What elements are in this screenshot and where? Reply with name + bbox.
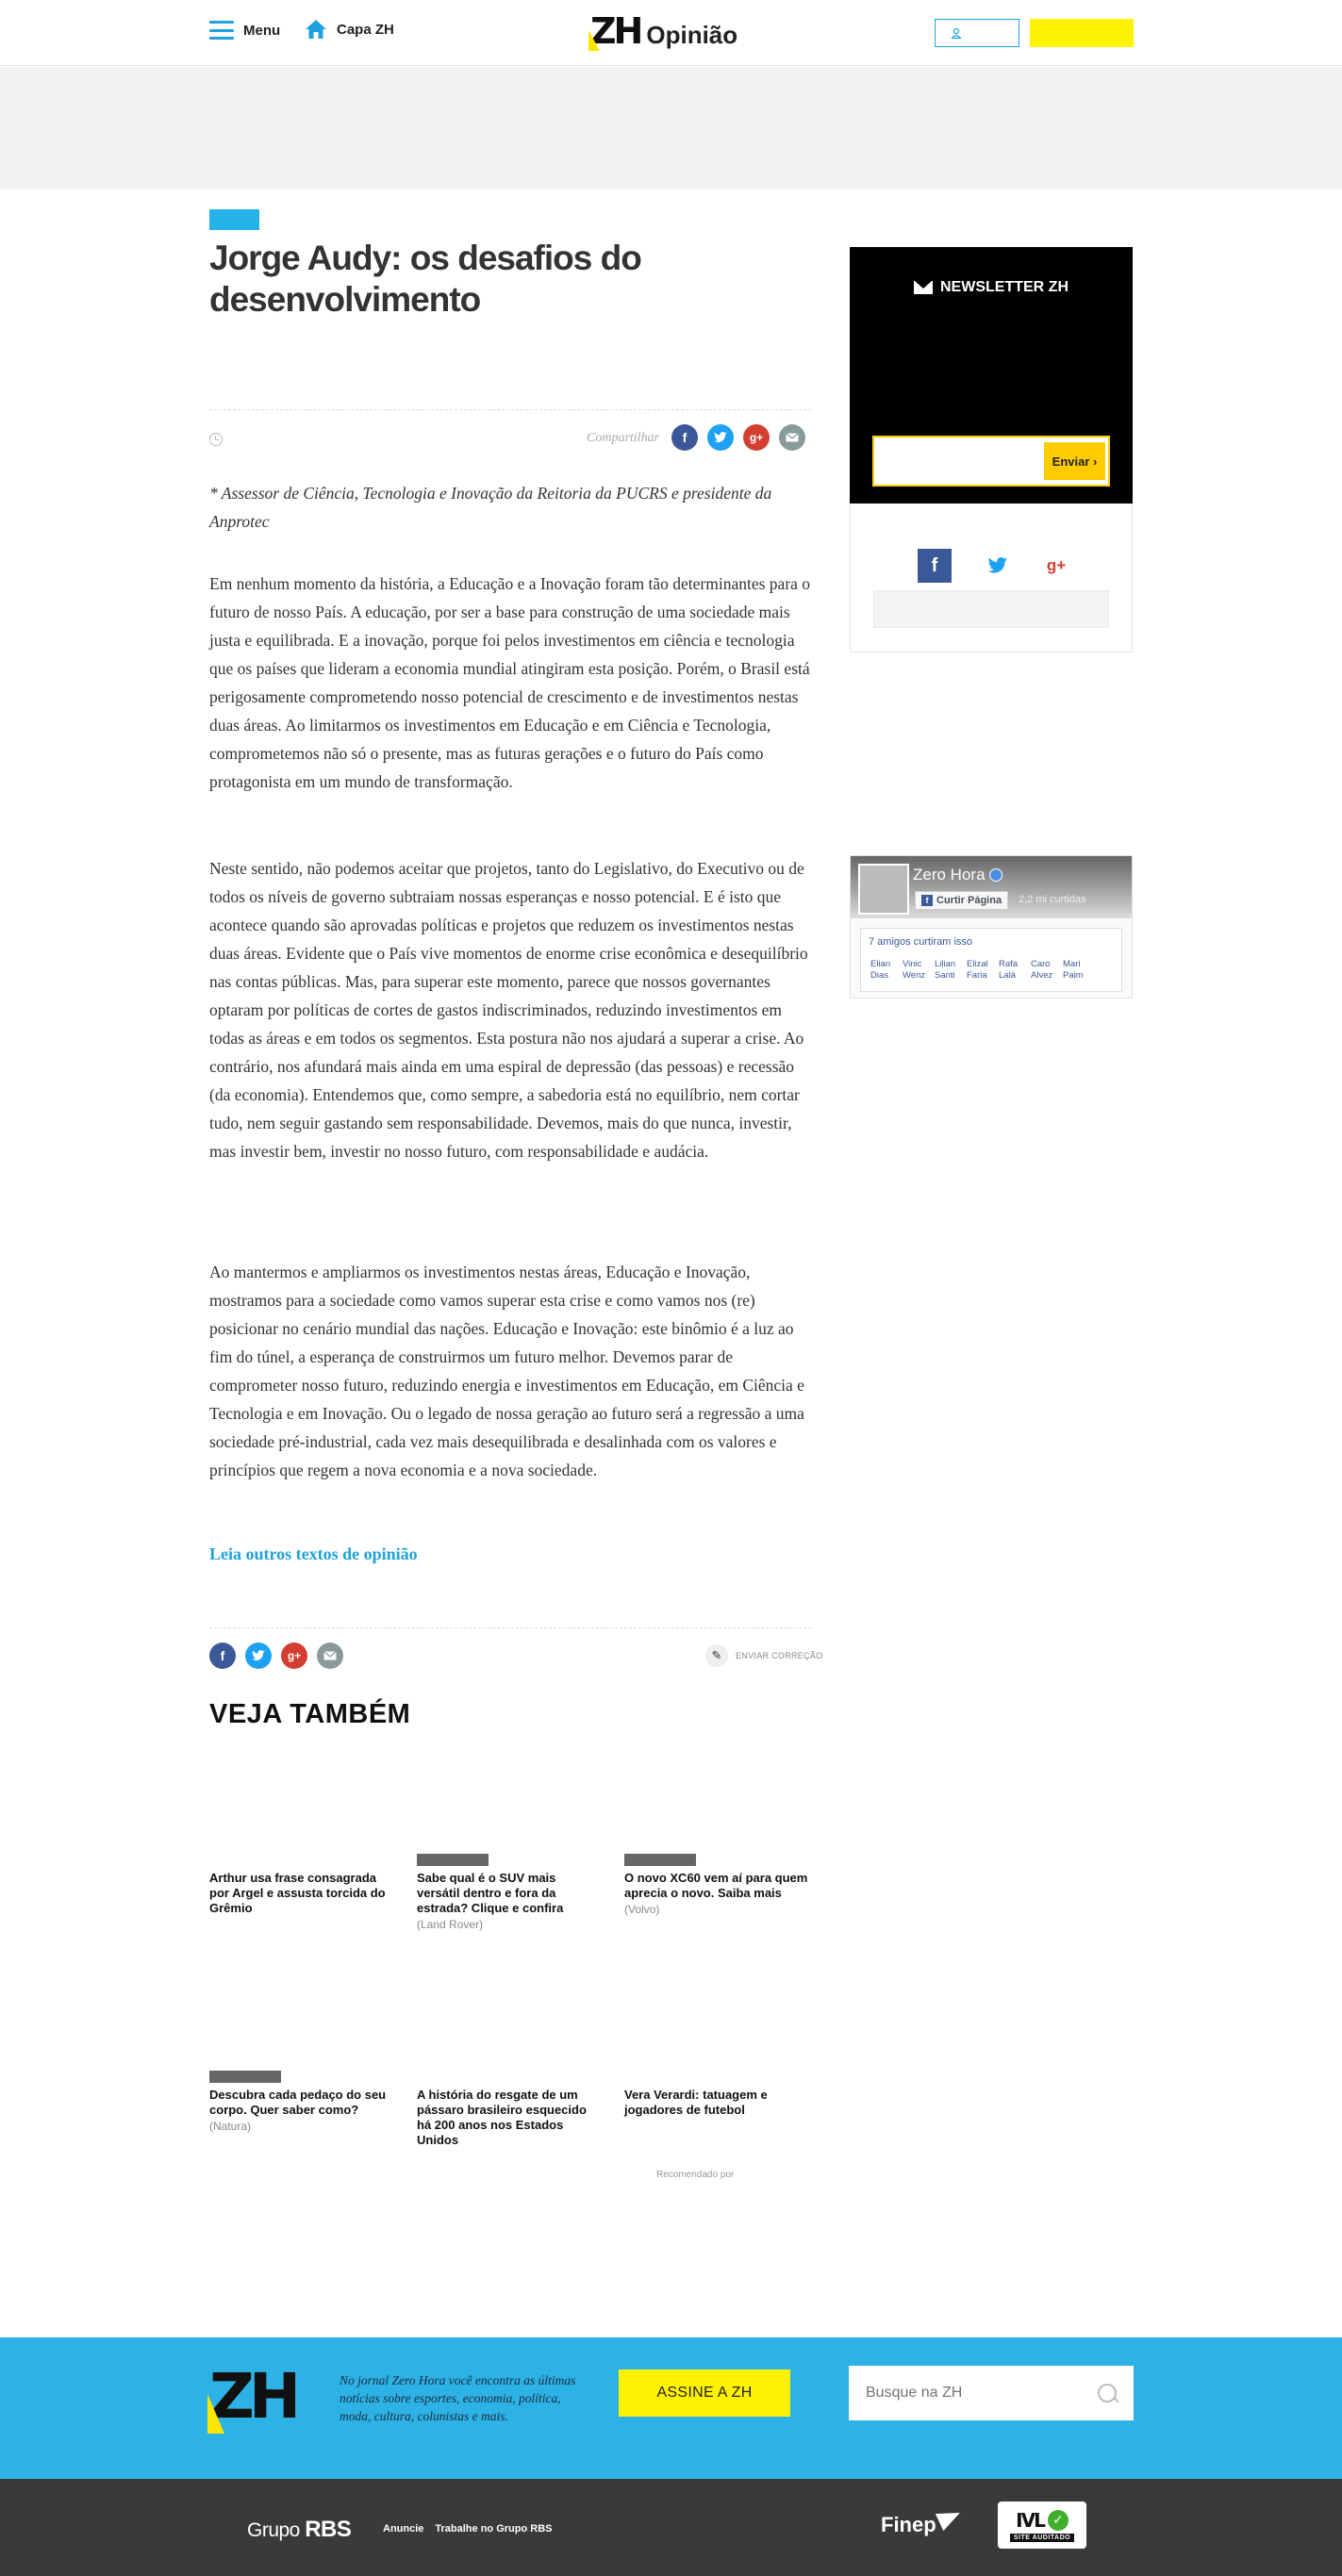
related-item-title: Vera Verardi: tatuagem e jogadores de futebol (624, 2088, 768, 2117)
related-item[interactable] (417, 1854, 602, 1931)
friend-name[interactable]: Mari Paim (1063, 959, 1084, 981)
menu-label: Menu (243, 22, 281, 39)
hamburger-icon (209, 21, 234, 40)
friend-name[interactable]: Elian Dias (870, 959, 891, 981)
related-item[interactable] (209, 2071, 394, 2133)
related-item-title: Descubra cada pedaço do seu corpo. Quer saber como? (209, 2088, 387, 2117)
social-follow-box (850, 504, 1133, 652)
article-paragraph: Neste sentido, não podemos aceitar que projetos, tanto do Legislativo, do Executivo ou de todos os níveis de governo subtraiam nossas esperanças e nosso potencial. E é isto que acontece quando são aprovadas políticas e projetos que reduzem os investimentos nestas duas áreas. Evidente que o País vive momentos de enorme crise econômica e desequilíbrio nas contas públicas. Mas, para superar este momento, parece que nossos governantes optaram por políticas de cortes de gastos indiscriminados, reduzindo investimentos em todas as áreas e em todos os segmentos. Esta postura não nos ajudará a superar a crise. Ao contrário, nos afundará mais ainda em uma espiral de depressão (das pessoas) e recessão (da economia). Entendemos que, como sempre, a sabedoria está no equilíbrio, nem cortar tudo, nem seguir gastando sem responsabilidade. Devemos, mais do que nunca, investir, mas investir bem, investir no nosso futuro, com responsabilidade e audácia. (209, 859, 808, 1161)
related-item-title: Arthur usa frase consagrada por Argel e assusta torcida do Grêmio (209, 1871, 386, 1915)
facebook-likes-count: 2,2 mi curtidas (1019, 894, 1086, 905)
grupo-rbs-logo[interactable]: Grupo RBS (247, 2517, 352, 2542)
newsletter-submit-button[interactable]: Enviar › (1044, 442, 1105, 480)
checkmark-icon: ✓ (1048, 2510, 1069, 2531)
section-name: Opinião (646, 21, 738, 49)
newsletter-email-input[interactable] (877, 442, 1044, 480)
login-button[interactable] (935, 19, 1019, 47)
friend-name[interactable]: Vinic Wenz (903, 959, 926, 981)
user-icon (951, 27, 962, 39)
facebook-page-widget (850, 855, 1133, 999)
friend-name[interactable]: Elizal Faria (967, 959, 988, 981)
facebook-page-avatar[interactable] (858, 864, 909, 915)
home-icon (305, 19, 327, 40)
share-label: Compartilhar (587, 431, 660, 445)
related-item[interactable] (624, 1854, 809, 1916)
article-paragraph: Em nenhum momento da história, a Educação e a Inovação foram tão determinantes para o futuro de nosso País. A educação, por ser a base para construção de uma sociedade mais justa e equilibrada. E a inovação, porque foi pelos investimentos em ciência e tecnologia que os países que lideram a economia mundial atingiram esta posição. Porém, o Brasil está perigosamente comprometendo nosso potencial de crescimento e de investimentos nestas duas áreas. Ao limitarmos os investimentos em Educação e em Ciência e Tecnologia, comprometemos não só o presente, mas as futuras gerações e o futuro do País como protagonista em um mundo de transformação. (209, 574, 811, 791)
twitter-share-icon[interactable] (707, 424, 734, 451)
newsletter-box (850, 247, 1133, 504)
footer-zh-logo[interactable]: ZH (209, 2360, 296, 2433)
related-heading: VEJA TAMBÉM (209, 1699, 411, 1729)
footer-subscribe-button[interactable]: ASSINE A ZH (619, 2370, 790, 2417)
email-share-icon[interactable] (317, 1643, 343, 1669)
sponsored-bar (624, 1854, 696, 1866)
author-note: * Assessor de Ciência, Tecnologia e Inovação da Reitoria da PUCRS e presidente da Anprotec (209, 484, 772, 531)
footer-search-input[interactable] (866, 2385, 1098, 2402)
facebook-share-icon[interactable]: f (671, 424, 698, 451)
social-icons (918, 549, 1069, 583)
related-item-source: (Volvo) (624, 1903, 660, 1916)
friend-name[interactable]: Rafa Lalá (999, 959, 1019, 981)
divider (209, 409, 811, 410)
google-plus-icon[interactable]: g+ (1046, 556, 1067, 574)
related-item-title: A história do resgate de um pássaro brasileiro esquecido há 200 anos nos Estados Unidos (417, 2088, 587, 2147)
article-title: Jorge Audy: os desafios do desenvolvimento (209, 239, 641, 319)
capa-zh-link[interactable] (305, 19, 394, 40)
related-item[interactable] (209, 1871, 394, 1916)
finep-logo[interactable]: Finep (881, 2513, 961, 2537)
footer-links (383, 2523, 552, 2535)
sponsored-bar (209, 2071, 281, 2083)
friend-name[interactable]: Lilian Santi (935, 959, 956, 981)
ivl-badge-label: SITE AUDITADO (1010, 2534, 1074, 2542)
footer-description: No jornal Zero Hora você encontra as últimas notícias sobre esportes, economia, política, moda, cultura, colunistas e mais. (340, 2373, 576, 2423)
email-share-icon[interactable] (779, 424, 805, 451)
search-icon[interactable] (1098, 2384, 1117, 2403)
related-item-title: O novo XC60 vem aí para quem aprecia o novo. Saiba mais (624, 1871, 808, 1900)
facebook-icon: f (921, 895, 933, 906)
send-correction-button[interactable] (705, 1644, 823, 1667)
section-tag[interactable] (209, 209, 259, 230)
ivl-audit-badge[interactable]: IVL ✓ SITE AUDITADO (998, 2502, 1086, 2549)
ad-banner (0, 67, 1342, 190)
facebook-page-name[interactable]: Zero Hora (913, 866, 1002, 884)
divider (209, 1627, 811, 1628)
capa-zh-label: Capa ZH (337, 21, 394, 38)
menu-button[interactable] (209, 21, 280, 40)
related-item[interactable] (624, 2088, 809, 2118)
footer-subscribe-band (0, 2337, 1342, 2479)
footer-bottom-band (0, 2479, 1342, 2576)
site-logo[interactable] (590, 10, 738, 52)
related-item-source: (Natura) (209, 2120, 252, 2133)
footer-search-box (849, 2366, 1134, 2420)
related-item[interactable] (417, 2088, 602, 2148)
newsletter-title: NEWSLETTER ZH (850, 279, 1133, 296)
facebook-friends-box (860, 928, 1122, 992)
newsletter-form (872, 436, 1110, 487)
subscribe-button[interactable] (1030, 19, 1134, 47)
friend-name[interactable]: Caro Alvez (1031, 959, 1053, 981)
twitter-icon[interactable] (986, 553, 1010, 578)
share-buttons-top (671, 424, 805, 451)
footer-link-trabalhe[interactable]: Trabalhe no Grupo RBS (435, 2523, 553, 2535)
edit-icon: ✎ (705, 1644, 728, 1667)
article-paragraph: Ao mantermos e ampliarmos os investimentos nestas áreas, Educação e Inovação, mostramos para a sociedade como vamos superar esta crise e como vamos nos (re) posicionar no cenário mundial das nações. Educação e Inovação: este binômio é a luz ao fim do túnel, a esperança de construirmos um futuro melhor. Devemos parar de comprometer nosso futuro, reduzindo energia e investimentos em Educação, em Ciência e Tecnologia e em Inovação. Ou o legado de nossa geração ao futuro será a regressão a uma sociedade pré-industrial, cada vez mais desequilibrada e desalinhada com os valores e princípios que regem a nova economia e a nova sociedade. (209, 1263, 804, 1479)
share-buttons-bottom (209, 1643, 343, 1669)
related-item-title: Sabe qual é o SUV mais versátil dentro e fora da estrada? Clique e confira (417, 1871, 564, 1915)
send-correction-label: ENVIAR CORREÇÃO (736, 1651, 823, 1660)
more-opinion-link[interactable]: Leia outros textos de opinião (209, 1544, 418, 1563)
envelope-icon (914, 281, 933, 294)
related-item-source: (Land Rover) (417, 1918, 484, 1931)
zh-logo-mark: ZH (590, 10, 641, 52)
google-plus-share-icon[interactable]: g+ (743, 424, 770, 451)
footer-link-anuncie[interactable]: Anuncie (383, 2523, 424, 2535)
facebook-icon[interactable]: f (918, 549, 952, 583)
recommended-by-label: Recomendado por (656, 2170, 735, 2180)
twitter-share-icon[interactable] (245, 1643, 272, 1669)
facebook-share-icon[interactable]: f (209, 1643, 236, 1669)
google-plus-share-icon[interactable]: g+ (281, 1643, 307, 1669)
clock-icon (209, 433, 223, 446)
verified-badge-icon (989, 868, 1002, 882)
friends-like-text[interactable]: 7 amigos curtiram isso (869, 936, 973, 948)
sponsored-bar (417, 1854, 489, 1866)
paper-plane-icon (936, 2504, 964, 2531)
social-widget-placeholder (873, 590, 1109, 628)
facebook-like-button[interactable]: f Curtir Página (915, 891, 1008, 910)
site-header (0, 0, 1342, 66)
